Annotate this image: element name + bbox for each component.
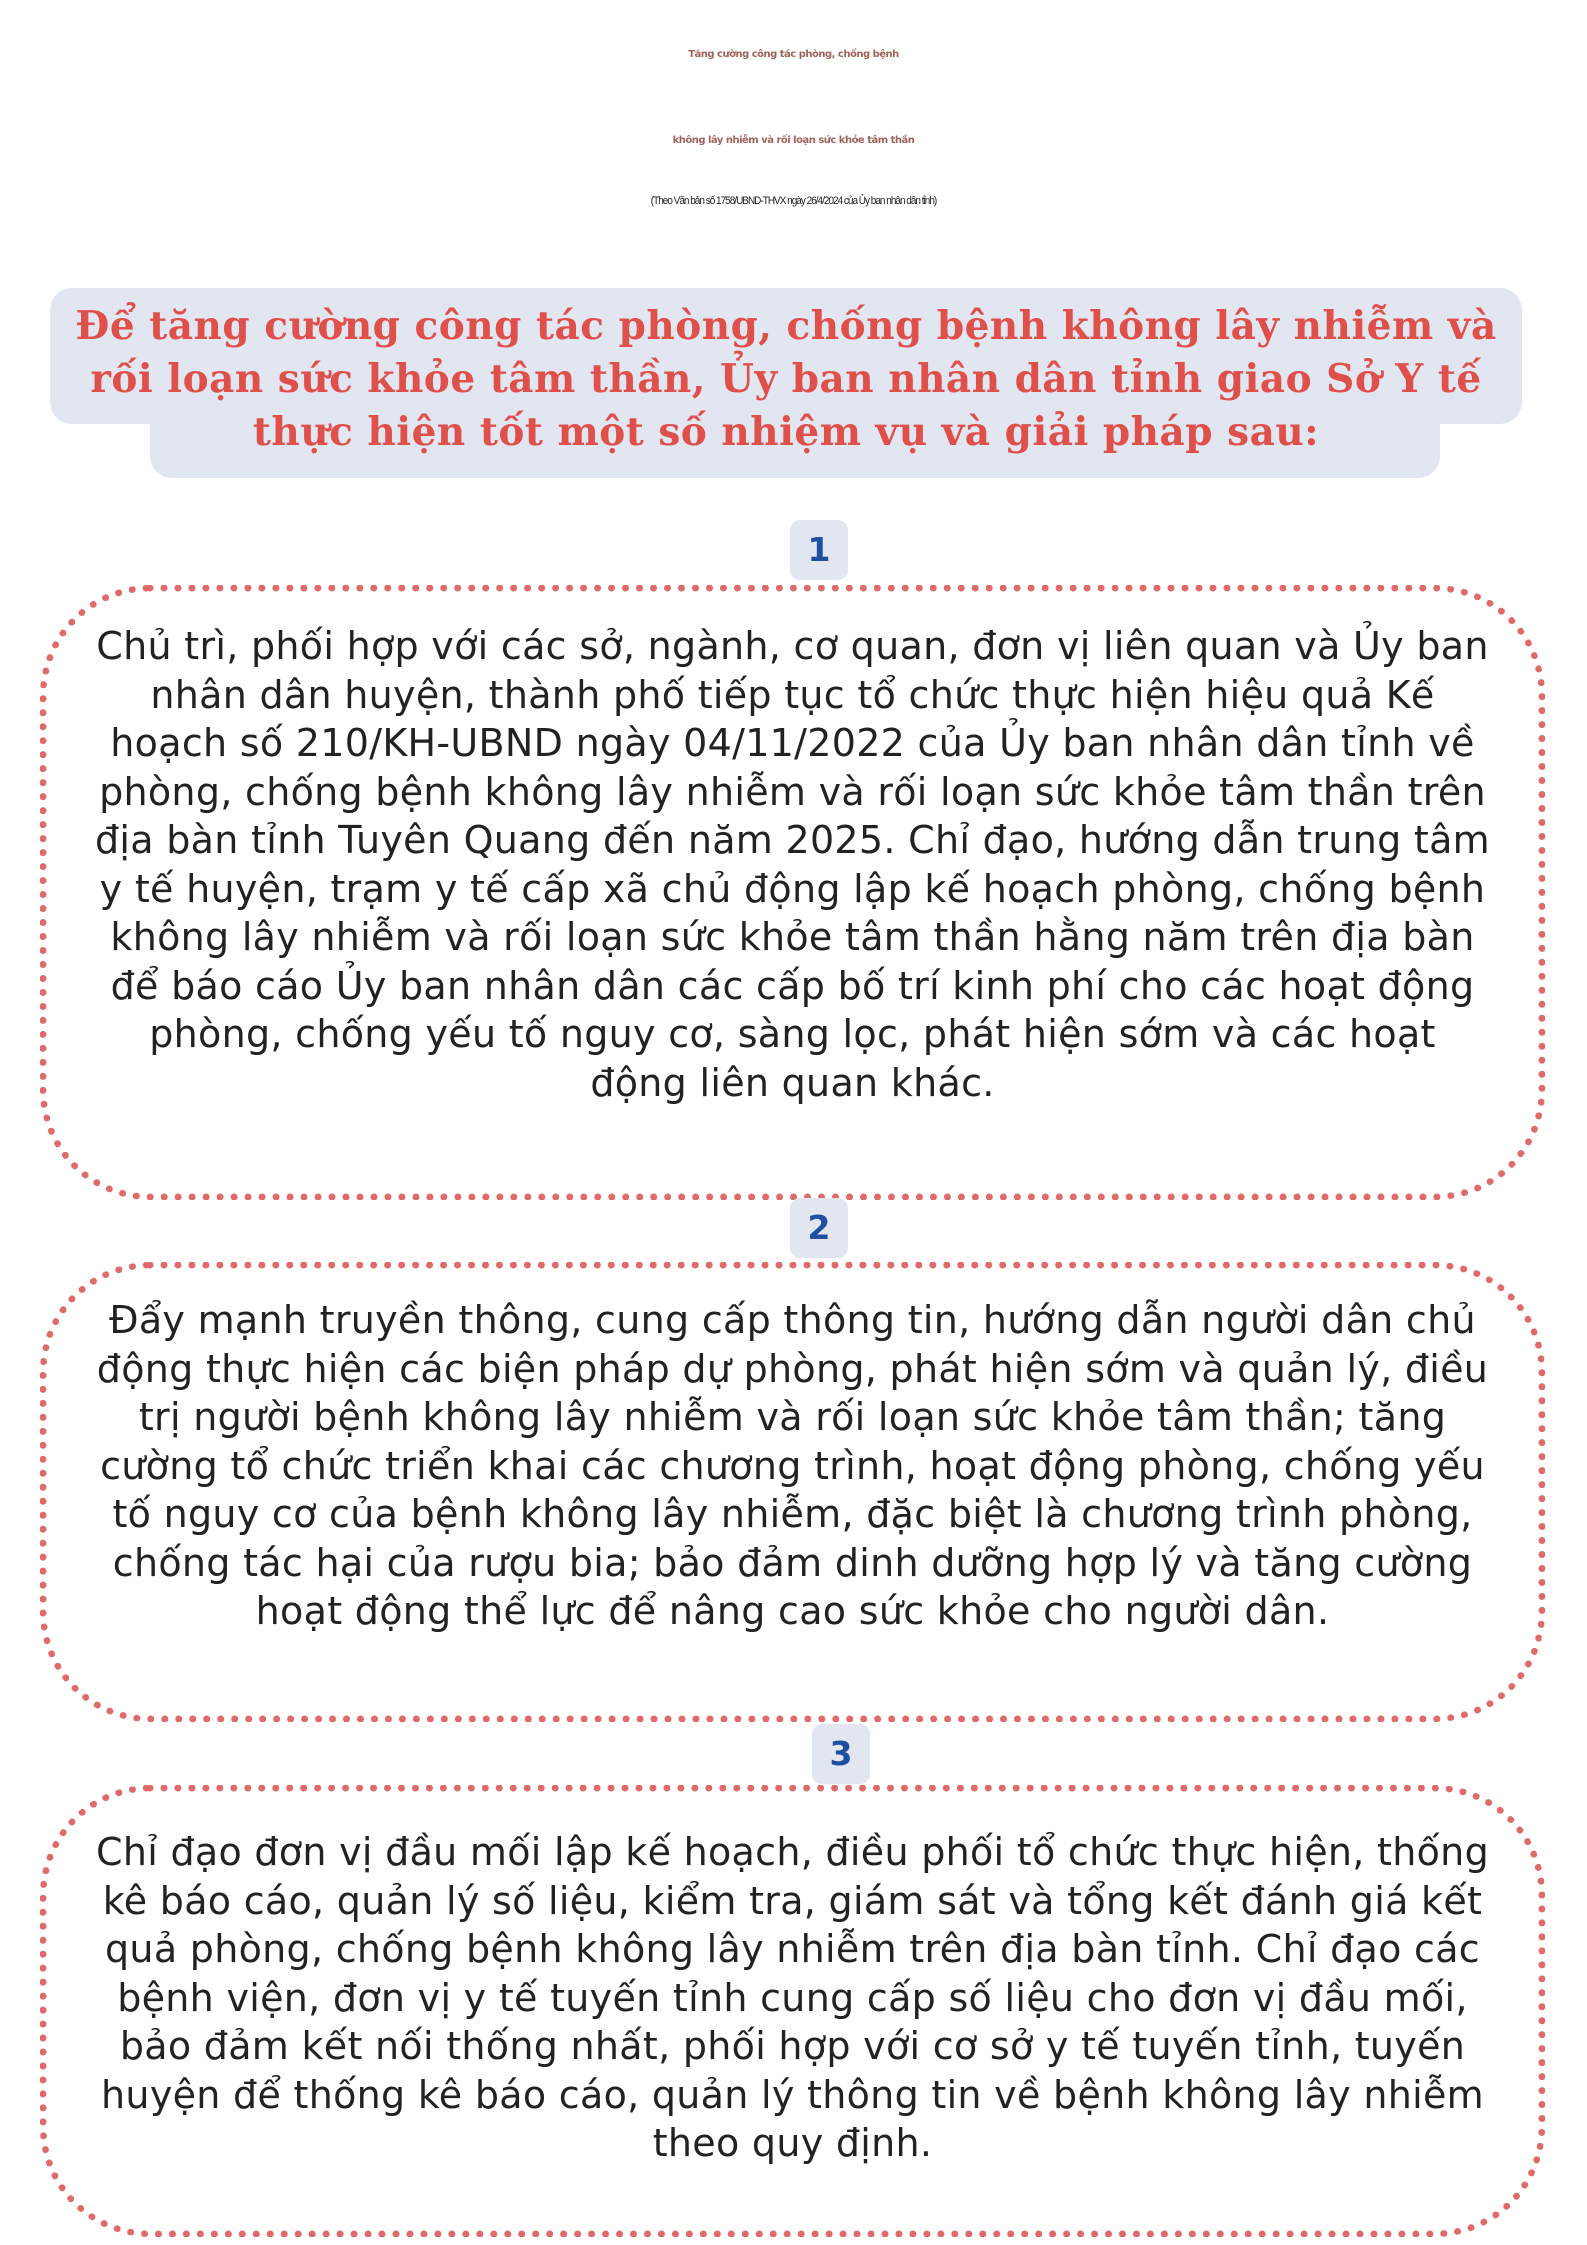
item-number-badge-1: 1: [790, 520, 848, 580]
item-number-badge-2: 2: [790, 1198, 848, 1258]
source-reference: (Theo Văn bản số 1758/UBND-THVX ngày 26/4/2024 của Ủy ban nhân dân tỉnh): [650, 195, 937, 208]
page-title-line-1: Tăng cường công tác phòng, chống bệnh: [688, 49, 899, 60]
item-number-badge-3: 3: [812, 1724, 870, 1784]
item-text-3: Chỉ đạo đơn vị đầu mối lập kế hoạch, điều phối tổ chức thực hiện, thống kê báo cáo, quản lý số liệu, kiểm tra, giám sát và tổng kết đánh giá kết quả phòng, chống bệnh không lây nhiễm trên địa bàn tỉnh. Chỉ đạo các bệnh viện, đơn vị y tế tuyến tỉnh cung cấp số liệu cho đơn vị đầu mối, bảo đảm kết nối thống nhất, phối hợp với cơ sở y tế tuyến tỉnh, tuyến huyện để thống kê báo cáo, quản lý thông tin về bệnh không lây nhiễm theo quy định.: [96, 1830, 1489, 2165]
item-text-1: Chủ trì, phối hợp với các sở, ngành, cơ quan, đơn vị liên quan và Ủy ban nhân dân huyện, thành phố tiếp tục tổ chức thực hiện hiệu quả Kế hoạch số 210/KH-UBND ngày 04/11/2022 của Ủy ban nhân dân tỉnh về phòng, chống bệnh không lây nhiễm và rối loạn sức khỏe tâm thần trên địa bàn tỉnh Tuyên Quang đến năm 2025. Chỉ đạo, hướng dẫn trung tâm y tế huyện, trạm y tế cấp xã chủ động lập kế hoạch phòng, chống bệnh không lây nhiễm và rối loạn sức khỏe tâm thần hằng năm trên địa bàn để báo cáo Ủy ban nhân dân các cấp bố trí kinh phí cho các hoạt động phòng, chống yếu tố nguy cơ, sàng lọc, phát hiện sớm và các hoạt động liên quan khác.: [95, 624, 1490, 1105]
item-text-2: Đẩy mạnh truyền thông, cung cấp thông tin, hướng dẫn người dân chủ động thực hiện các biện pháp dự phòng, phát hiện sớm và quản lý, điều trị người bệnh không lây nhiễm và rối loạn sức khỏe tâm thần; tăng cường tổ chức triển khai các chương trình, hoạt động phòng, chống yếu tố nguy cơ của bệnh không lây nhiễm, đặc biệt là chương trình phòng, chống tác hại của rượu bia; bảo đảm dinh dưỡng hợp lý và tăng cường hoạt động thể lực để nâng cao sức khỏe cho người dân.: [96, 1298, 1489, 1633]
intro-text: Để tăng cường công tác phòng, chống bệnh không lây nhiễm và rối loạn sức khỏe tâm thần, Ủy ban nhân dân tỉnh giao Sở Y tế thực hiện tốt một số nhiệm vụ và giải pháp sau:: [75, 303, 1497, 455]
page-title-line-2: không lây nhiễm và rối loạn sức khỏe tâm thần: [672, 135, 915, 146]
